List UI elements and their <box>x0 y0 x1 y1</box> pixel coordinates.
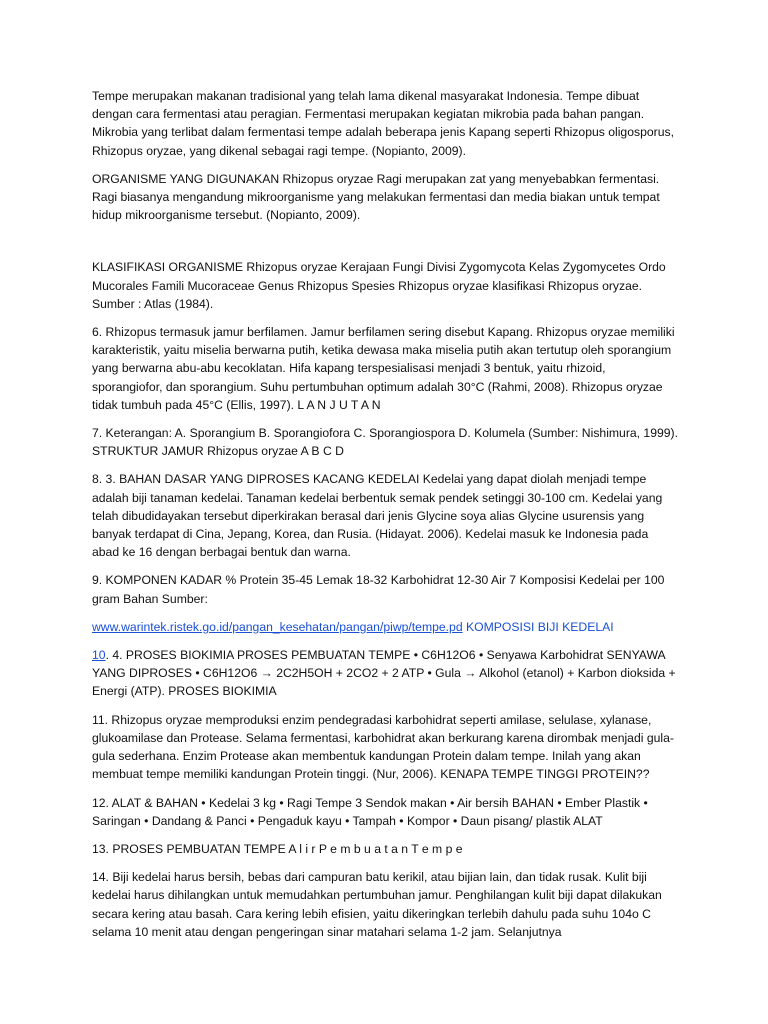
komposisi-label: KOMPOSISI BIJI KEDELAI <box>462 619 614 634</box>
paragraph-source-link-line <box>92 618 678 636</box>
paragraph-6: 6. Rhizopus termasuk jamur berfilamen. Jamur berfilamen sering disebut Kapang. Rhizopus oryzae memiliki karakteristik, yaitu miselia berwarna putih, ketika dewasa maka miselia putih akan tertutup oleh sporangium yang berwarna abu-abu kecoklatan. Hifa kapang terspesialisasi menjadi 3 bentuk, yaitu rhizoid, sporangiofor, dan sporangium. Suhu pertumbuhan optimum adalah 30°C (Rahmi, 2008). Rhizopus oryzae tidak tumbuh pada 45°C (Ellis, 1997). L A N J U T A N <box>92 325 675 412</box>
page-10-link[interactable]: 10 <box>92 648 106 663</box>
paragraph-10-text: . 4. PROSES BIOKIMIA PROSES PEMBUATAN TEMPE • C6H12O6 • Senyawa Karbohidrat SENYAWA YANG DIPROSES • C6H12O6 → 2C2H5OH + 2CO2 + 2 ATP • Gula → Alkohol (etanol) + Karbon dioksida + Energi (ATP). PROSES BIOKIMIA <box>92 648 676 699</box>
paragraph-10 <box>92 646 678 701</box>
document-page <box>92 87 678 941</box>
paragraph-11: 11. Rhizopus oryzae memproduksi enzim pendegradasi karbohidrat seperti amilase, selulase, xylanase, glukoamilase dan Protease. Selama fermentasi, karbohidrat akan berkurang karena dirombak menjadi gula-gula sederhana. Enzim Protease akan membentuk kandungan Protein dalam tempe. Inilah yang akan membuat tempe memiliki kandungan Protein tinggi. (Nur, 2006). KENAPA TEMPE TINGGI PROTEIN?? <box>92 712 674 782</box>
paragraph-intro: Tempe merupakan makanan tradisional yang telah lama dikenal masyarakat Indonesia. Tempe dibuat dengan cara fermentasi atau peragian. Fermentasi merupakan kegiatan mikrobia pada bahan pangan. Mikrobia yang terlibat dalam fermentasi tempe adalah beberapa jenis Kapang seperti Rhizopus oligosporus, Rhizopus oryzae, yang dikenal sebagai ragi tempe. (Nopianto, 2009). <box>92 89 674 158</box>
paragraph-13: 13. PROSES PEMBUATAN TEMPE A l i r P e m b u a t a n T e m p e <box>92 841 463 856</box>
paragraph-klasifikasi: KLASIFIKASI ORGANISME Rhizopus oryzae Kerajaan Fungi Divisi Zygomycota Kelas Zygomycetes Ordo Mucorales Famili Mucoraceae Genus Rhizopus Spesies Rhizopus oryzae klasifikasi Rhizopus oryzae. Sumber : Atlas (1984). <box>92 260 666 311</box>
paragraph-9: 9. KOMPONEN KADAR % Protein 35-45 Lemak 18-32 Karbohidrat 12-30 Air 7 Komposisi Kedelai per 100 gram Bahan Sumber: <box>92 573 665 606</box>
paragraph-8: 8. 3. BAHAN DASAR YANG DIPROSES KACANG KEDELAI Kedelai yang dapat diolah menjadi tempe adalah biji tanaman kedelai. Tanaman kedelai berbentuk semak pendek setinggi 30-100 cm. Kedelai yang telah dibudidayakan tersebut diperkirakan berasal dari jenis Glycine soya alias Glycine usurensis yang banyak terdapat di Cina, Jepang, Korea, dan Rusia. (Hidayat. 2006). Kedelai masuk ke Indonesia pada abad ke 16 dengan berbagai bentuk dan warna. <box>92 472 663 560</box>
paragraph-12: 12. ALAT & BAHAN • Kedelai 3 kg • Ragi Tempe 3 Sendok makan • Air bersih BAHAN • Ember Plastik • Saringan • Dandang & Panci • Pengaduk kayu • Tampah • Kompor • Daun pisang/ plastik ALAT <box>92 795 648 828</box>
paragraph-7: 7. Keterangan: A. Sporangium B. Sporangiofora C. Sporangiospora D. Kolumela (Sumber: Nishimura, 1999). STRUKTUR JAMUR Rhizopus oryzae A B C D <box>92 426 678 459</box>
source-link[interactable]: www.warintek.ristek.go.id/pangan_kesehatan/pangan/piwp/tempe.pd <box>92 619 463 634</box>
paragraph-14: 14. Biji kedelai harus bersih, bebas dari campuran batu kerikil, atau bijian lain, dan tidak rusak. Kulit biji kedelai harus dihilangkan untuk memudahkan pertumbuhan jamur. Penghilangan kulit biji dapat dilakukan secara kering atau basah. Cara kering lebih efisien, yaitu dikeringkan terlebih dahulu pada suhu 104o C selama 10 menit atau dengan pengeringan sinar matahari selama 1-2 jam. Selanjutnya <box>92 870 662 939</box>
paragraph-organisme: ORGANISME YANG DIGUNAKAN Rhizopus oryzae Ragi merupakan zat yang menyebabkan fermentasi. Ragi biasanya mengandung mikroorganisme yang melakukan fermentasi dan media biakan untuk tempat hidup mikroorganisme tersebut. (Nopianto, 2009). <box>92 171 660 223</box>
